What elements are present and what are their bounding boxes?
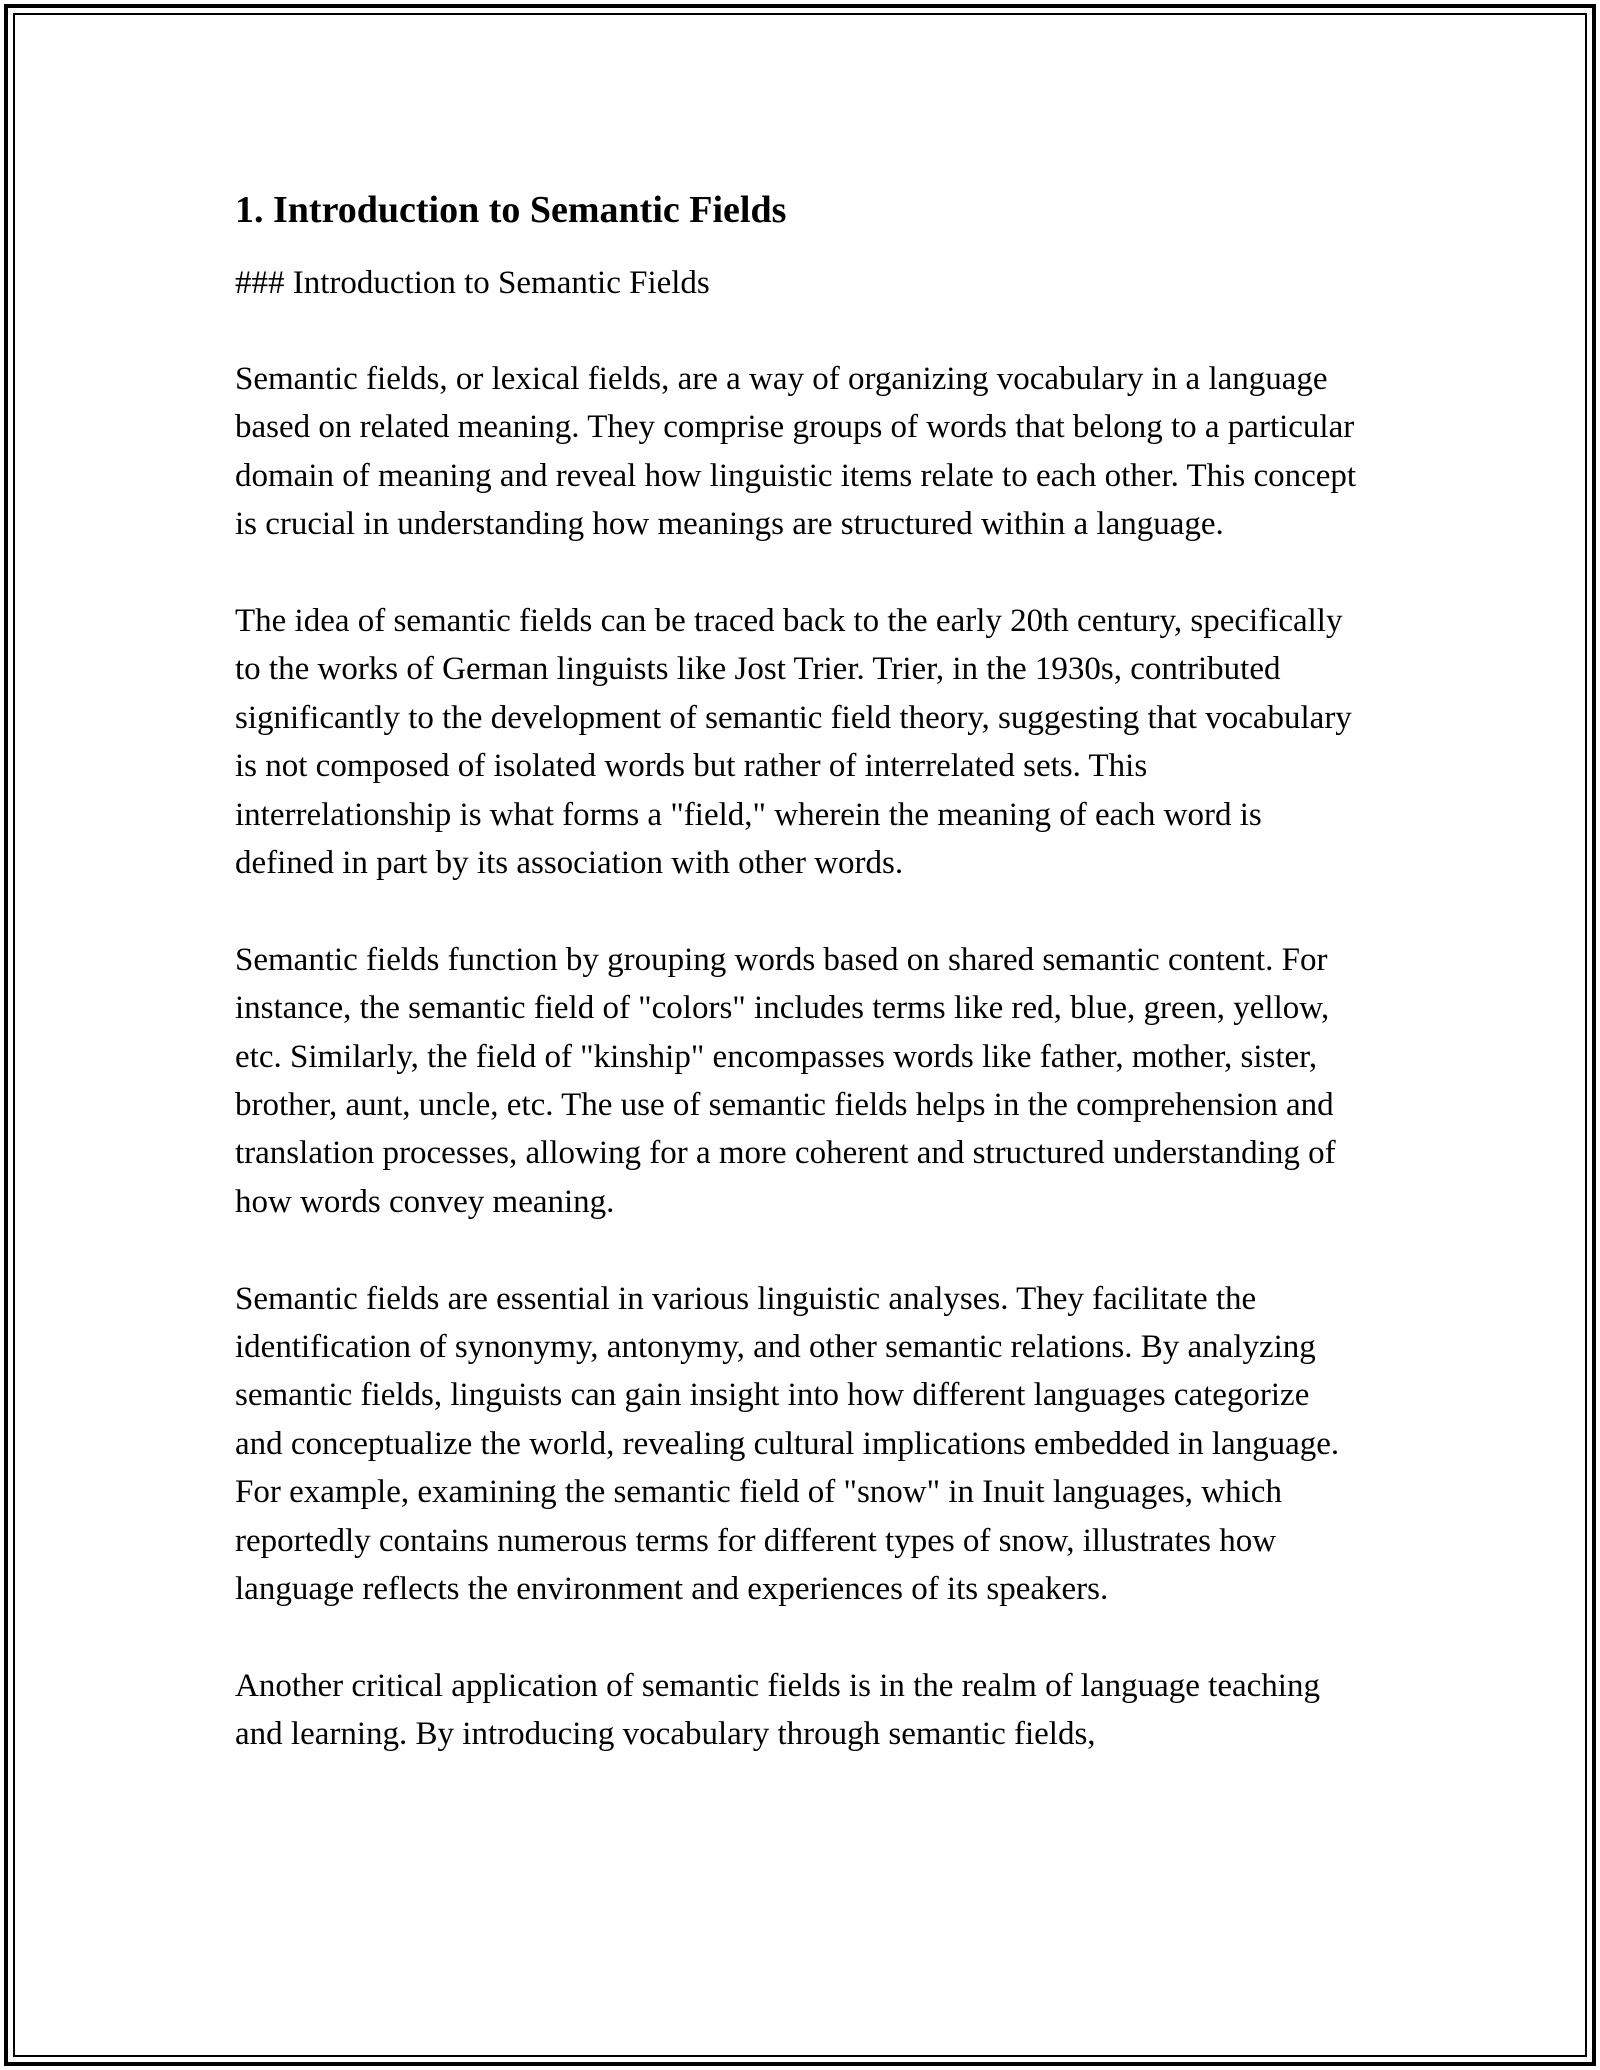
paragraph-3: Semantic fields function by grouping words based on shared semantic content. For instance, the semantic field of "colors" includes terms like red, blue, green, yellow, etc. Similarly, the field of "kinship" encompasses words like father, mother, sister, brother, aunt, uncle, etc. The use of semantic fields helps in the comprehension and translation processes, allowing for a more coherent and structured understanding of how words convey meaning. bbox=[235, 941, 1336, 1220]
document-body bbox=[235, 185, 1365, 1807]
paragraph-1: Semantic fields, or lexical fields, are a way of organizing vocabulary in a language based on related meaning. They comprise groups of words that belong to a particular domain of meaning and reveal how linguistic items relate to each other. This concept is crucial in understanding how meanings are structured within a language. bbox=[235, 361, 1357, 543]
paragraph-2: The idea of semantic fields can be traced back to the early 20th century, specifically to the works of German linguists like Jost Trier. Trier, in the 1930s, contributed significantly to the development of semantic field theory, suggesting that vocabulary is not composed of isolated words but rather of interrelated sets. This interrelationship is what forms a "field," wherein the meaning of each word is defined in part by its association with other words. bbox=[235, 603, 1352, 882]
page-title: 1. Introduction to Semantic Fields bbox=[235, 189, 787, 231]
section-subheading: ### Introduction to Semantic Fields bbox=[235, 265, 710, 301]
paragraph-4: Semantic fields are essential in various linguistic analyses. They facilitate the identification of synonymy, antonymy, and other semantic relations. By analyzing semantic fields, linguists can gain insight into how different languages categorize and conceptualize the world, revealing cultural implications embedded in language. For example, examining the semantic field of "snow" in Inuit languages, which reportedly contains numerous terms for different types of snow, illustrates how language reflects the environment and experiences of its speakers. bbox=[235, 1280, 1340, 1608]
paragraph-5: Another critical application of semantic fields is in the realm of language teaching and learning. By introducing vocabulary through semantic fields, bbox=[235, 1667, 1320, 1753]
